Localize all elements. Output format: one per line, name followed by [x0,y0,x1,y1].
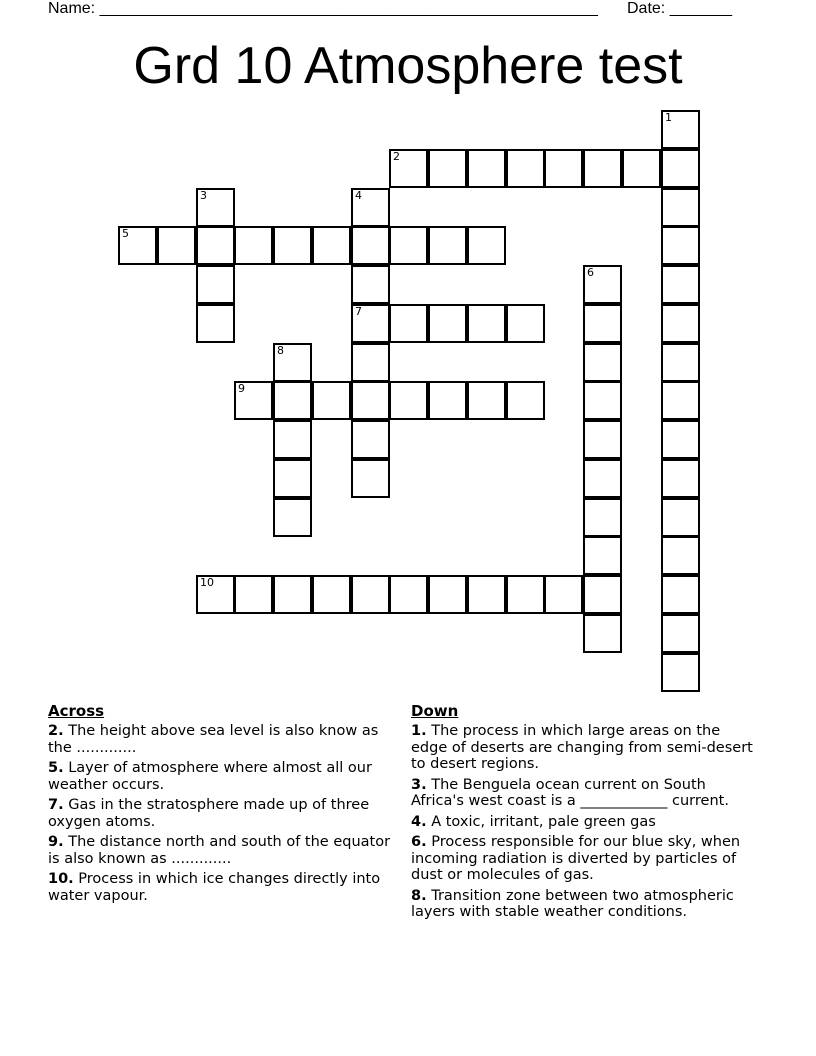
crossword-cell[interactable] [273,420,312,459]
crossword-cell[interactable] [583,614,622,653]
crossword-cell[interactable] [506,575,545,614]
cell-number: 6 [587,266,594,279]
crossword-cell[interactable] [583,536,622,575]
crossword-cell[interactable] [118,226,157,265]
clue-text: The process in which large areas on the edge of deserts are changing from semi-desert to desert regions. [411,723,753,772]
crossword-cell[interactable] [583,265,622,304]
crossword-cell[interactable] [351,304,390,343]
crossword-cell[interactable] [351,226,390,265]
crossword-cell[interactable] [467,226,506,265]
clue-across-9 [48,834,400,867]
across-heading: Across [48,702,105,720]
clue-down-8 [411,888,757,921]
cell-number: 9 [238,382,245,395]
crossword-cell[interactable] [583,459,622,498]
crossword-cell[interactable] [467,381,506,420]
crossword-cell[interactable] [661,343,700,382]
clue-text: A toxic, irritant, pale green gas [431,813,656,830]
crossword-cell[interactable] [273,343,312,382]
crossword-cell[interactable] [351,188,390,227]
crossword-cell[interactable] [273,459,312,498]
date-field: Date: _______ [627,0,732,17]
clue-across-7 [48,797,400,830]
crossword-cell[interactable] [661,459,700,498]
crossword-cell[interactable] [583,149,622,188]
cell-number: 1 [665,111,672,124]
down-clues [411,702,757,925]
cell-number: 4 [355,189,362,202]
crossword-cell[interactable] [583,381,622,420]
crossword-cell[interactable] [351,420,390,459]
clue-text: The distance north and south of the equator is also known as ............. [48,834,391,867]
clue-number: 2. [48,723,64,739]
crossword-cell[interactable] [661,265,700,304]
crossword-cell[interactable] [506,381,545,420]
crossword-cell[interactable] [544,575,583,614]
crossword-cell[interactable] [351,265,390,304]
crossword-cell[interactable] [661,188,700,227]
name-field: Name: ________________________________________________________ [48,0,598,17]
crossword-cell[interactable] [622,149,661,188]
crossword-cell[interactable] [467,304,506,343]
crossword-cell[interactable] [661,536,700,575]
cell-number: 8 [277,344,284,357]
crossword-cell[interactable] [661,226,700,265]
crossword-cell[interactable] [273,226,312,265]
crossword-cell[interactable] [467,575,506,614]
crossword-cell[interactable] [312,381,351,420]
crossword-cell[interactable] [661,381,700,420]
clue-across-5 [48,760,400,793]
crossword-cell[interactable] [467,149,506,188]
clue-down-3 [411,777,757,810]
crossword-cell[interactable] [273,381,312,420]
crossword-cell[interactable] [661,614,700,653]
crossword-cell[interactable] [506,149,545,188]
clue-text: Process responsible for our blue sky, when incoming radiation is diverted by particles of dust or molecules of gas. [411,834,741,883]
across-clues [48,702,400,908]
page-title: Grd 10 Atmosphere test [133,37,683,95]
crossword-cell[interactable] [389,575,428,614]
crossword-cell[interactable] [196,575,235,614]
crossword-cell[interactable] [234,381,273,420]
crossword-cell[interactable] [312,575,351,614]
crossword-cell[interactable] [661,110,700,149]
crossword-cell[interactable] [234,226,273,265]
crossword-cell[interactable] [196,265,235,304]
crossword-cell[interactable] [583,343,622,382]
crossword-cell[interactable] [389,149,428,188]
clue-number: 7. [48,797,64,813]
clue-across-10 [48,871,400,904]
clue-across-2 [48,723,400,756]
cell-number: 2 [393,150,400,163]
crossword-cell[interactable] [196,188,235,227]
crossword-cell[interactable] [661,304,700,343]
crossword-cell[interactable] [583,420,622,459]
clue-down-4 [411,814,757,831]
clue-text: Layer of atmosphere where almost all our weather occurs. [48,760,372,793]
down-heading: Down [411,702,459,720]
clue-number: 5. [48,760,64,776]
crossword-cell[interactable] [583,575,622,614]
crossword-cell[interactable] [428,381,467,420]
crossword-cell[interactable] [428,304,467,343]
clue-number: 1. [411,723,427,739]
crossword-cell[interactable] [351,575,390,614]
crossword-cell[interactable] [428,226,467,265]
crossword-cell[interactable] [196,304,235,343]
crossword-cell[interactable] [196,226,235,265]
crossword-cell[interactable] [661,149,700,188]
clue-number: 9. [48,834,64,850]
crossword-cell[interactable] [157,226,196,265]
crossword-cell[interactable] [389,226,428,265]
crossword-cell[interactable] [389,381,428,420]
clue-text: Gas in the stratosphere made up of three oxygen atoms. [48,797,370,830]
crossword-cell[interactable] [428,575,467,614]
crossword-cell[interactable] [661,653,700,692]
cell-number: 10 [200,576,214,589]
clue-number: 8. [411,887,427,904]
clue-number: 10. [48,871,74,887]
crossword-cell[interactable] [351,459,390,498]
clue-down-6 [411,834,757,884]
crossword-cell[interactable] [506,304,545,343]
cell-number: 7 [355,305,362,318]
clue-text: Transition zone between two atmospheric layers with stable weather conditions. [411,887,734,920]
crossword-cell[interactable] [351,381,390,420]
cell-number: 5 [122,227,129,240]
clue-down-1 [411,723,757,773]
clue-number: 4. [411,813,427,830]
crossword-cell[interactable] [661,575,700,614]
crossword-cell[interactable] [661,498,700,537]
crossword-cell[interactable] [312,226,351,265]
crossword-cell[interactable] [544,149,583,188]
clue-text: Process in which ice changes directly into water vapour. [48,871,381,904]
clue-number: 6. [411,834,427,850]
clue-text: The height above sea level is also know as the ............. [48,723,379,756]
crossword-cell[interactable] [273,498,312,537]
crossword-cell[interactable] [389,304,428,343]
crossword-cell[interactable] [583,304,622,343]
crossword-cell[interactable] [351,343,390,382]
cell-number: 3 [200,189,207,202]
crossword-cell[interactable] [234,575,273,614]
clue-number: 3. [411,776,427,793]
crossword-cell[interactable] [583,498,622,537]
clue-text: The Benguela ocean current on South Africa's west coast is a ____________ current. [411,776,729,809]
crossword-cell[interactable] [273,575,312,614]
crossword-cell[interactable] [661,420,700,459]
crossword-cell[interactable] [428,149,467,188]
